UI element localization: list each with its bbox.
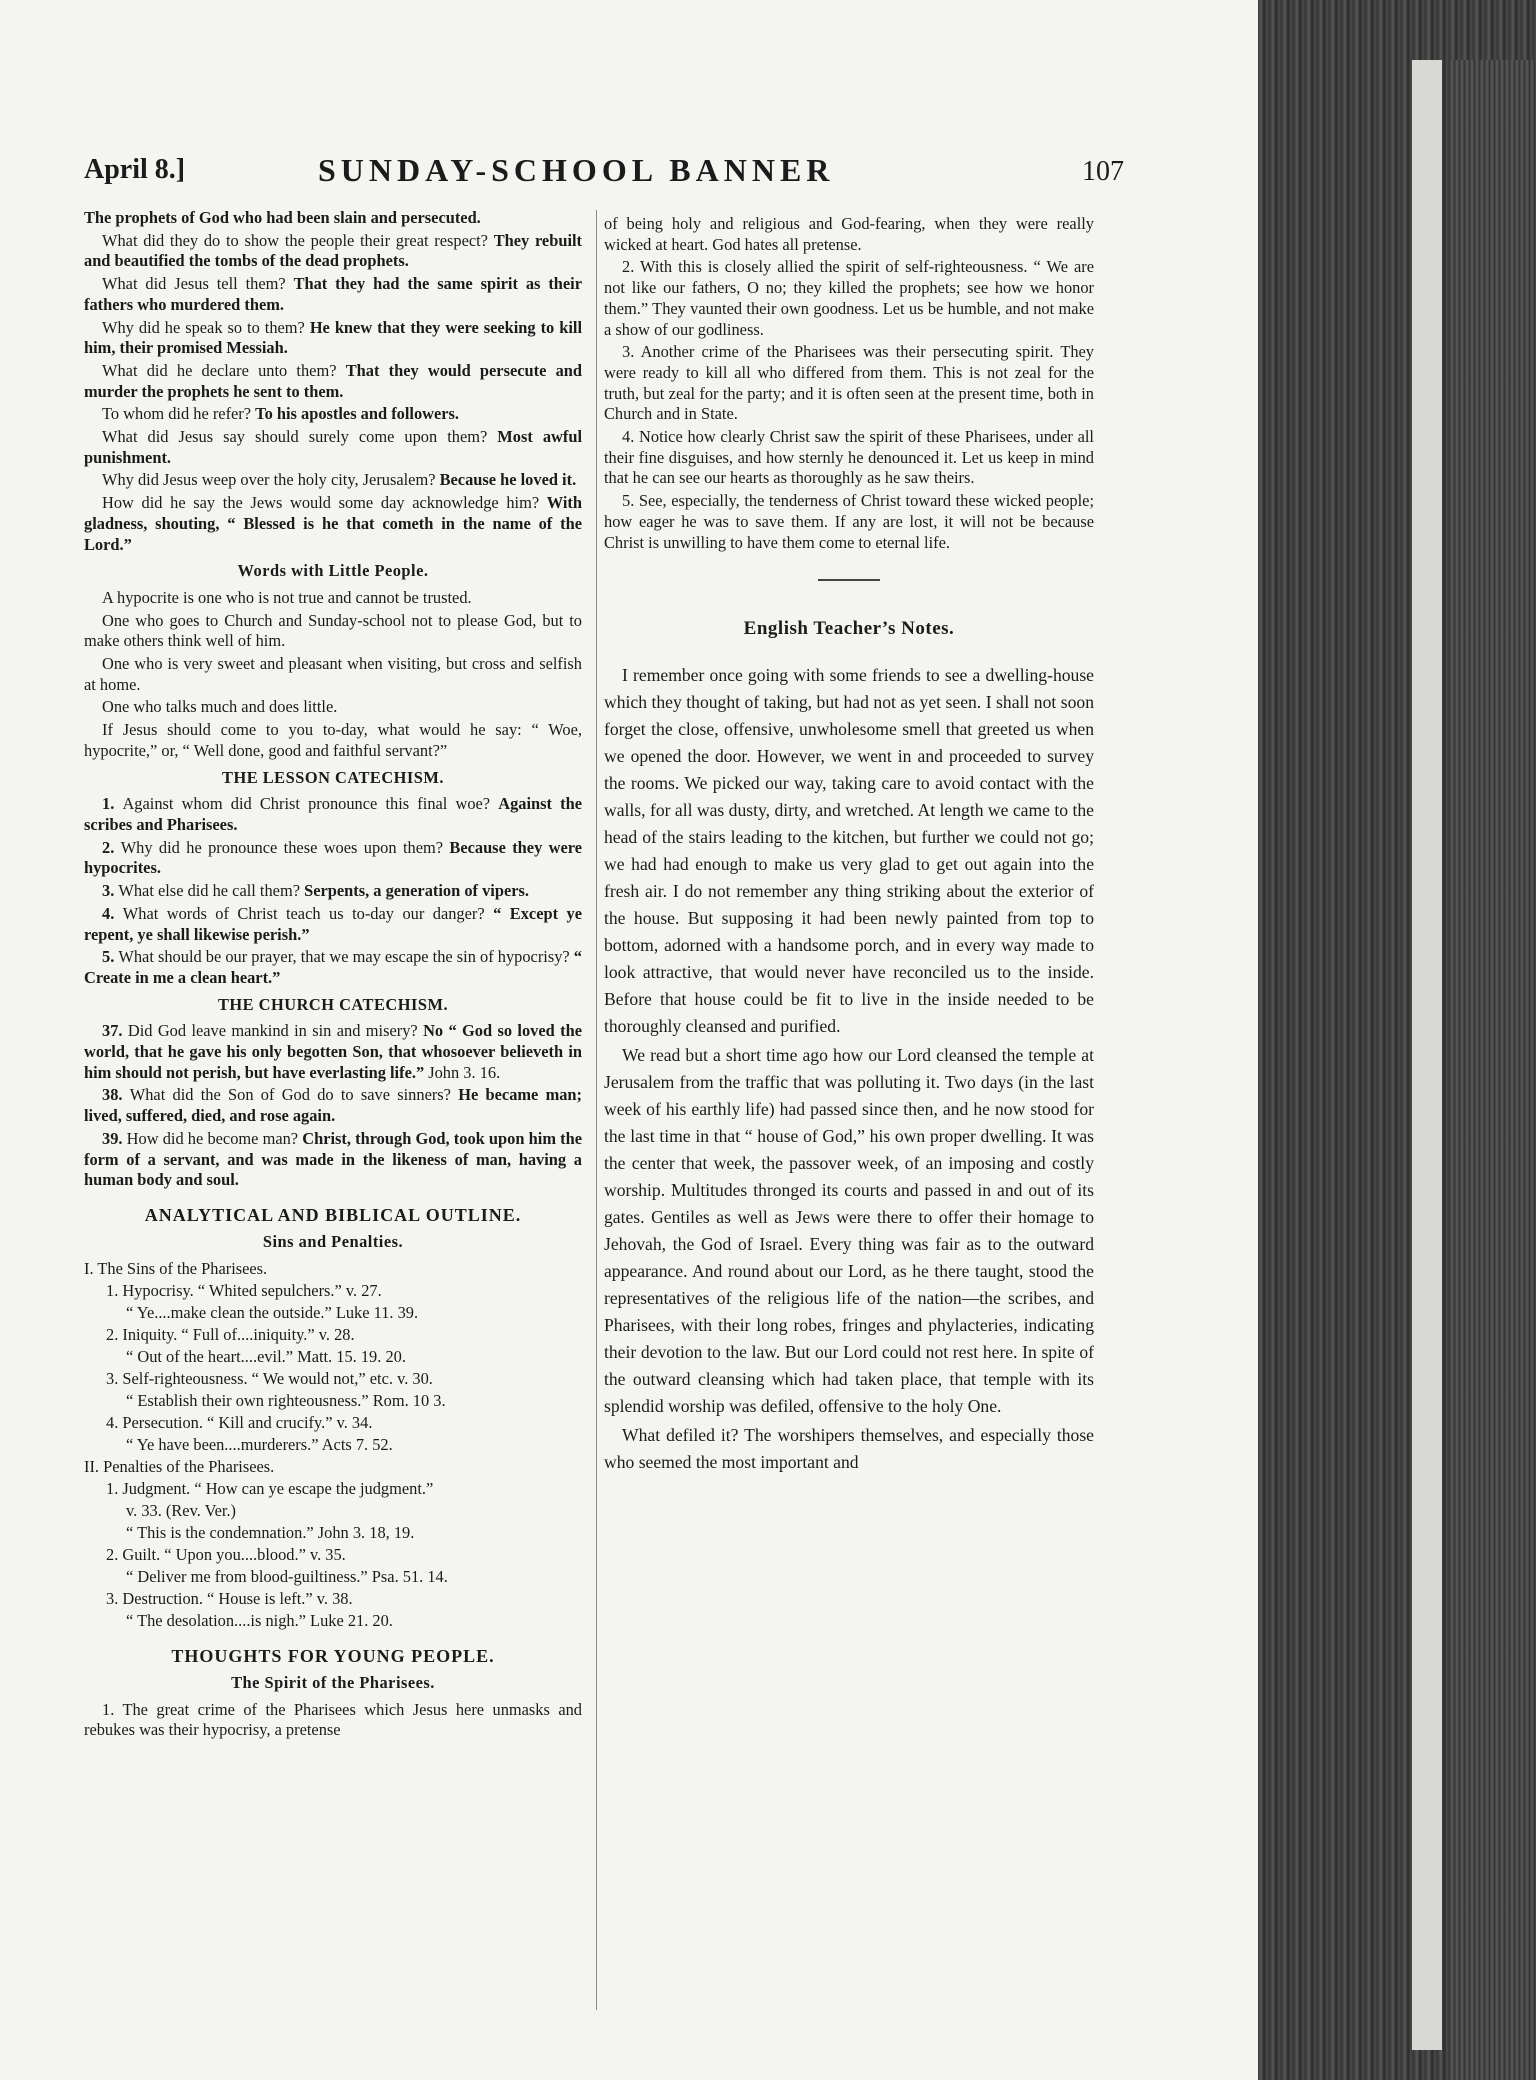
question-item (84, 231, 582, 272)
catechism-answer: Serpents, a generation of vipers. (304, 881, 529, 901)
thoughts-paragraph-2: 2. With this is closely allied the spirit of self-righteousness. “ We are not like our fathers, O no; they killed the prophets; see how we honor them.” They vaunted their own goodness. Let us be humble, and not make a show of our godliness. (604, 257, 1094, 339)
answer-text: That they had the same spirit as their fathers who murdered them. (84, 274, 582, 314)
thoughts-paragraph-5: 5. See, especially, the tenderness of Christ toward these wicked people; how eager he was to save them. If any are lost, it will not be because Christ is unwilling to have them come to eternal life. (604, 491, 1094, 552)
catechism-question: How did he become man? (126, 1128, 303, 1148)
thoughts-paragraph-3: 3. Another crime of the Pharisees was their persecuting spirit. They were ready to kill all who differed from them. This is not zeal for the truth, but zeal for the party; and it is often seen at the present time, both in Church and in State. (604, 342, 1094, 424)
section-divider (818, 579, 880, 581)
question-text: What did they do to show the people their great respect? (102, 230, 494, 250)
question-text: Why did Jesus weep over the holy city, Jerusalem? (102, 470, 440, 490)
outline-item: “ Ye have been....murderers.” Acts 7. 52. (126, 1435, 393, 1455)
outline-item: “ Establish their own righteousness.” Rom. 10 3. (126, 1391, 446, 1411)
catechism-question: Against whom did Christ pronounce this final woe? (122, 794, 499, 814)
running-header (84, 152, 1124, 200)
catechism-reference: John 3. 16. (424, 1062, 501, 1082)
column-divider (596, 210, 597, 2010)
words-item: One who is very sweet and pleasant when visiting, but cross and selfish at home. (84, 654, 582, 694)
question-item (84, 208, 582, 229)
publication-title: SUNDAY-SCHOOL BANNER (318, 152, 835, 188)
question-item (84, 361, 582, 402)
left-column (84, 208, 582, 1743)
catechism-answer: “ Create in me a clean heart.” (84, 947, 582, 987)
page-edge (1412, 60, 1442, 2050)
words-title: Words with Little People. (237, 561, 429, 581)
catechism-question: What words of Christ teach us to-day our danger? (122, 903, 494, 923)
book-cover-edge (1450, 60, 1536, 2080)
thoughts-paragraph-1: 1. The great crime of the Pharisees which Jesus here unmasks and rebukes was their hypocrisy, a pretense (84, 1699, 582, 1740)
question-item (84, 274, 582, 315)
notes-paragraph-3: What defiled it? The worshipers themselves, and especially those who seemed the most important and (604, 1424, 1094, 1472)
catechism-number: 5. (102, 947, 119, 967)
catechism-number: 38. (102, 1085, 130, 1105)
question-item (84, 318, 582, 359)
catechism-number: 1. (102, 794, 123, 814)
outline-item: 1. Hypocrisy. “ Whited sepulchers.” v. 27. (106, 1281, 382, 1301)
issue-date: April 8.] (84, 154, 186, 185)
answer-text: Most awful punishment. (84, 427, 582, 467)
question-item (84, 404, 582, 425)
answer-text: The prophets of God who had been slain and persecuted. (84, 208, 481, 227)
catechism-item (84, 1085, 582, 1126)
question-item (84, 427, 582, 468)
outline-item: “ Deliver me from blood-guiltiness.” Psa. 51. 14. (126, 1567, 448, 1587)
outline-item: “ This is the condemnation.” John 3. 18, 19. (126, 1523, 415, 1543)
words-item: One who talks much and does little. (102, 697, 338, 717)
answer-text: To his apostles and followers. (255, 404, 460, 424)
catechism-number: 39. (102, 1128, 127, 1148)
catechism-question: What should be our prayer, that we may escape the sin of hypocrisy? (118, 947, 574, 967)
thoughts-paragraph-4: 4. Notice how clearly Christ saw the spirit of these Pharisees, under all their fine disguises, and how sternly he denounced it. Let us keep in mind that he can see our hearts as thoroughly as he saw theirs. (604, 427, 1094, 488)
words-section (84, 588, 582, 762)
catechism-item (84, 838, 582, 879)
catechism-item (84, 904, 582, 945)
lesson-catechism (84, 794, 582, 988)
thoughts-subtitle: The Spirit of the Pharisees. (231, 1673, 435, 1693)
answer-text: He knew that they were seeking to kill him, their promised Messiah. (84, 317, 582, 358)
outline-item: “ The desolation....is nigh.” Luke 21. 20. (126, 1611, 393, 1631)
answer-text: Because he loved it. (439, 470, 577, 490)
question-item (84, 470, 582, 491)
catechism-item (84, 1129, 582, 1191)
question-text: To whom did he refer? (102, 404, 256, 424)
answer-text: That they would persecute and murder the prophets he sent to them. (84, 360, 582, 401)
lesson-catechism-title: THE LESSON CATECHISM. (222, 767, 444, 787)
outline-subtitle: Sins and Penalties. (262, 1231, 404, 1251)
catechism-item (84, 1021, 582, 1083)
outline-item: 3. Destruction. “ House is left.” v. 38. (106, 1589, 353, 1609)
church-catechism (84, 1021, 582, 1191)
thoughts-title: THOUGHTS FOR YOUNG PEOPLE. (171, 1646, 495, 1667)
outline-item: “ Ye....make clean the outside.” Luke 11. 39. (126, 1303, 419, 1323)
question-text: What did Jesus tell them? (102, 274, 294, 294)
teachers-notes-title: English Teacher’s Notes. (743, 618, 955, 640)
outline-item: 4. Persecution. “ Kill and crucify.” v. 34. (106, 1413, 373, 1433)
outline-title: ANALYTICAL AND BIBLICAL OUTLINE. (144, 1204, 522, 1225)
catechism-answer: He became man; lived, suffered, died, and rose again. (84, 1085, 582, 1126)
catechism-item (84, 794, 582, 835)
catechism-question: Why did he pronounce these woes upon them? (120, 837, 450, 857)
question-text: What did he declare unto them? (102, 360, 346, 380)
catechism-number: 37. (102, 1021, 128, 1041)
outline-item: 2. Iniquity. “ Full of....iniquity.” v. 28. (106, 1325, 355, 1345)
catechism-item (84, 881, 582, 902)
catechism-number: 2. (102, 837, 121, 857)
question-text: Why did he speak so to them? (102, 317, 310, 337)
catechism-number: 4. (102, 903, 123, 923)
thoughts-paragraph-1-cont: of being holy and religious and God-fearing, when they were really wicked at heart. God hates all pretense. (604, 214, 1094, 254)
catechism-item (84, 947, 582, 988)
outline-item: v. 33. (Rev. Ver.) (126, 1501, 237, 1521)
outline-item: “ Out of the heart....evil.” Matt. 15. 19. 20. (126, 1347, 406, 1367)
right-column (604, 214, 1094, 1478)
catechism-question: What else did he call them? (118, 881, 305, 901)
catechism-answer: No “ God so loved the world, that he gave his only begotten Son, that whosoever believeth in him should not perish, but have everlasting life.” (84, 1021, 582, 1082)
outline-item: II. Penalties of the Pharisees. (84, 1457, 275, 1477)
catechism-answer: Against the scribes and Pharisees. (84, 794, 582, 834)
words-item: One who goes to Church and Sunday-school not to please God, but to make others think well of him. (84, 610, 582, 651)
answer-text: They rebuilt and beautified the tombs of the dead prophets. (84, 230, 583, 271)
question-item (84, 493, 582, 555)
question-text: How did he say the Jews would some day acknowledge him? (102, 493, 547, 513)
notes-paragraph-1: I remember once going with some friends to see a dwelling-house which they thought of taking, but had not as yet seen. I shall not soon forget the close, offensive, unwholesome smell that greeted us when we opened the door. However, we went in and proceeded to survey the rooms. We picked our way, taking care to avoid contact with the walls, for all was dusty, dirty, and wretched. At length we came to the head of the stairs leading to the kitchen, but further we could not go; we had had enough to make us very glad to get out again into the fresh air. I do not remember any thing striking about the exterior of the house. But supposing it had been newly painted from top to bottom, adorned with a handsome porch, and in every way made to look attractive, that would never have reconciled us to the inside. Before that house could be fit to live in the inside needed to be thoroughly cleansed and purified. (604, 664, 1094, 1036)
catechism-number: 3. (102, 881, 119, 901)
catechism-question: What did the Son of God do to save sinners? (129, 1085, 459, 1105)
church-catechism-title: THE CHURCH CATECHISM. (217, 994, 449, 1014)
outline-item: 2. Guilt. “ Upon you....blood.” v. 35. (106, 1545, 346, 1565)
teachers-notes (604, 662, 1094, 1476)
catechism-answer: Christ, through God, took upon him the form of a servant, and was made in the likeness of man, having a human body and soul. (84, 1128, 582, 1190)
outline-list (84, 1258, 582, 1632)
question-text: What did Jesus say should surely come upon them? (102, 427, 498, 447)
questions-section (84, 208, 582, 555)
notes-paragraph-2: We read but a short time ago how our Lord cleansed the temple at Jerusalem from the traffic that was polluting it. Two days (in the last week of his earthly life) had passed since then, and he now stood for the last time in that “ house of God,” his own proper dwelling. It was the center that week, the passover week, of an imposing and costly worship. Multitudes thronged its courts and passed in and out of its gates. Gentiles as well as Jews were there to offer their homage to Jehovah, the God of Israel. Every thing was fair as to the outward appearance. And round about our Lord, as he there taught, stood the representatives of the religious life of the nation—the scribes, and Pharisees, with their long robes, fringes and phylacteries, indicating their devotion to the law. But our Lord could not rest here. In spite of the outward cleansing which had taken place, that temple with its splendid worship was defiled, offensive to the holy One. (604, 1044, 1094, 1416)
outline-item: 3. Self-righteousness. “ We would not,” etc. v. 30. (106, 1369, 433, 1389)
catechism-question: Did God leave mankind in sin and misery? (127, 1021, 424, 1041)
answer-text: With gladness, shouting, “ Blessed is he that cometh in the name of the Lord.” (84, 493, 582, 554)
page-number: 107 (1082, 156, 1124, 187)
outline-item: I. The Sins of the Pharisees. (84, 1259, 268, 1279)
catechism-answer: Because they were hypocrites. (84, 837, 583, 878)
catechism-answer: “ Except ye repent, ye shall likewise perish.” (84, 903, 583, 944)
outline-item: 1. Judgment. “ How can ye escape the judgment.” (106, 1479, 434, 1499)
words-item: If Jesus should come to you to-day, what would he say: “ Woe, hypocrite,” or, “ Well done, good and faithful servant?” (84, 720, 582, 760)
words-item: A hypocrite is one who is not true and cannot be trusted. (102, 587, 472, 607)
